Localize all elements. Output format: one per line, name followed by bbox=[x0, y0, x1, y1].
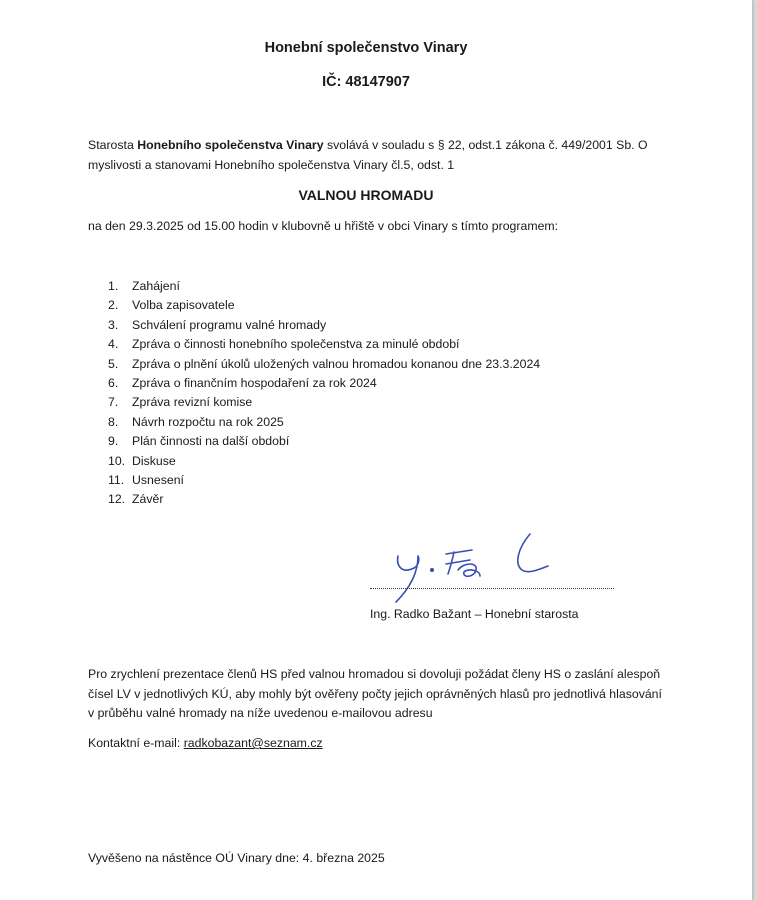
assembly-title: VALNOU HROMADU bbox=[298, 187, 434, 203]
agenda-item-text: Usnesení bbox=[132, 472, 184, 487]
agenda-item-number: 5. bbox=[108, 356, 119, 371]
meeting-details: na den 29.3.2025 od 15.00 hodin v klubovně u hřiště v obci Vinary s tímto programem: bbox=[88, 219, 559, 233]
agenda-item bbox=[108, 335, 540, 354]
agenda-item bbox=[108, 277, 540, 296]
signatory-name: Ing. Radko Bažant – Honební starosta bbox=[370, 607, 579, 621]
signature-block bbox=[368, 528, 618, 628]
agenda-item-text: Zpráva revizní komise bbox=[132, 395, 253, 410]
agenda-item-text: Zahájení bbox=[132, 279, 180, 293]
agenda-item bbox=[108, 374, 540, 393]
agenda-item-text: Schválení programu valné hromady bbox=[132, 317, 327, 332]
agenda-item bbox=[108, 296, 540, 315]
agenda-item-number: 1. bbox=[108, 279, 119, 293]
agenda-item-number: 7. bbox=[108, 395, 119, 410]
signature-line bbox=[370, 588, 614, 589]
agenda-item-number: 4. bbox=[108, 337, 119, 352]
agenda-item-number: 3. bbox=[108, 317, 119, 332]
contact-line bbox=[88, 734, 658, 754]
posted-note: Vyvěšeno na nástěnce OÚ Vinary dne: 4. března 2025 bbox=[88, 851, 385, 865]
agenda-item-number: 10. bbox=[108, 453, 126, 468]
contact-label: Kontaktní e-mail: bbox=[88, 736, 184, 750]
request-paragraph: Pro zrychlení prezentace členů HS před valnou hromadou si dovoluji požádat členy HS o zaslání alespoň čísel LV v jednotlivých KÚ, aby mohly být ověřeny počty jejich oprávněných hlasů pro jednotlivá hlasování v průběhu valné hromady na níže uvedenou e-mailovou adresu bbox=[88, 667, 662, 720]
agenda-item bbox=[108, 316, 540, 335]
agenda-item bbox=[108, 471, 540, 490]
agenda-item-number: 11. bbox=[108, 472, 125, 487]
agenda-item-text: Plán činnosti na další období bbox=[132, 434, 290, 449]
agenda-item-number: 2. bbox=[108, 298, 119, 313]
agenda-item-number: 6. bbox=[108, 375, 119, 390]
agenda-item bbox=[108, 393, 540, 412]
intro-suffix: svolává v souladu s § 22, odst.1 zákona č. 449/2001 Sb. O myslivosti a stanovami Honebního společenstva Vinary čl.5, odst. 1 bbox=[88, 138, 648, 172]
agenda-item-text: Zpráva o činnosti honebního společenstva za minulé období bbox=[132, 337, 460, 352]
agenda-item bbox=[108, 355, 540, 374]
agenda-item bbox=[108, 413, 540, 432]
agenda-item-text: Závěr bbox=[132, 492, 164, 507]
intro-org-bold: Honebního společenstva Vinary bbox=[137, 138, 324, 152]
agenda-item-text: Návrh rozpočtu na rok 2025 bbox=[132, 414, 284, 429]
agenda-item-text: Zpráva o finančním hospodaření za rok 2024 bbox=[132, 375, 377, 390]
agenda-item bbox=[108, 432, 540, 451]
handwritten-signature bbox=[388, 528, 578, 608]
organization-name: Honební společenstvo Vinary bbox=[264, 40, 468, 56]
agenda-item-text: Zpráva o plnění úkolů uložených valnou hromadou konanou dne 23.3.2024 bbox=[132, 356, 541, 371]
intro-prefix: Starosta bbox=[88, 138, 138, 152]
agenda-list bbox=[108, 277, 540, 510]
agenda-item-text: Diskuse bbox=[132, 453, 176, 468]
company-id: IČ: 48147907 bbox=[322, 74, 410, 90]
agenda-item-text: Volba zapisovatele bbox=[132, 298, 235, 313]
agenda-item-number: 12. bbox=[108, 492, 126, 507]
agenda-item bbox=[108, 452, 540, 471]
intro-paragraph bbox=[88, 136, 658, 175]
agenda-item-number: 8. bbox=[108, 414, 119, 429]
contact-email-link[interactable]: radkobazant@seznam.cz bbox=[183, 736, 323, 750]
agenda-item bbox=[108, 490, 540, 509]
agenda-item-number: 9. bbox=[108, 434, 119, 449]
